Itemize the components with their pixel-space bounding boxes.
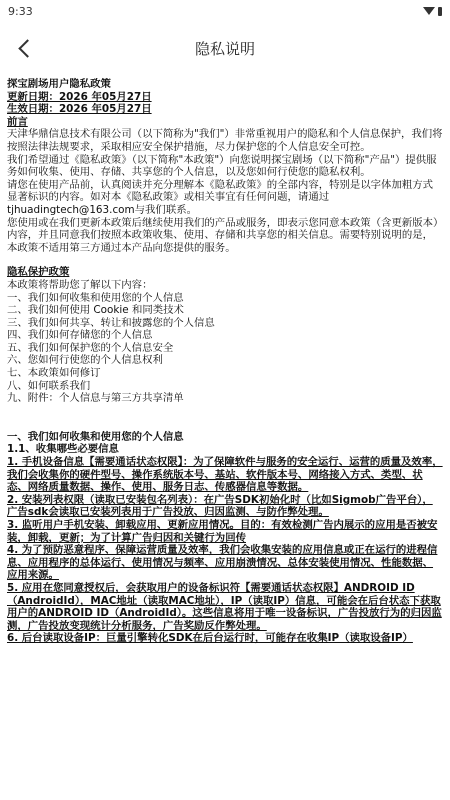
- preface-paragraph: 您使用或在我们更新本政策后继续使用我们的产品或服务，即表示您同意本政策（含更新版本）内容，并且同意我们按照本政策收集、使用、存储和共享您的相关信息。需要特别说明的是，本政策不适用第三方通过本产品向您提供的服务。: [7, 216, 439, 254]
- subsection-heading: 1.1、收集哪些必要信息: [7, 443, 119, 456]
- toc-item: 四、我们如何存储您的个人信息: [7, 329, 153, 342]
- privacy-document[interactable]: [0, 74, 450, 645]
- status-time: 9:33: [8, 4, 33, 18]
- status-icons: [423, 7, 442, 16]
- section-heading: 一、我们如何收集和使用您的个人信息: [7, 430, 184, 443]
- toc-item: 二、我们如何使用 Cookie 和同类技术: [7, 304, 184, 317]
- toc-item: 八、如何联系我们: [7, 379, 91, 392]
- collection-item: 2. 安装列表权限（读取已安装包名列表）：在广告SDK初始化时（比如Sigmob广告平台），广告sdk会读取已安装列表用于广告投放、归因监测、与防作弊处理。: [7, 493, 433, 519]
- nav-bar: [0, 22, 450, 74]
- collection-item: 5. 应用在您同意授权后，会获取用户的设备标识符【需要通话状态权限】ANDROID ID（AndroidId），MAC地址（读取MAC地址），IP（读取IP）信息，可能会在后台状态下获取用户的ANDROID ID（AndroidId）。这些信息将用于唯一设备标识，广告投放行为的归因监测，广告投放变现统计分析服务，广告奖励反作弊处理。: [7, 581, 442, 632]
- page-title: 隐私说明: [194, 39, 255, 58]
- preface-paragraph: 请您在使用产品前，认真阅读并充分理解本《隐私政策》的全部内容，特别是以字体加粗方式显著标识的内容。如对本《隐私政策》或相关事宜有任何问题，请通过tjhuadingtech@163.com与我们联系。: [7, 178, 434, 216]
- chevron-left-icon: [18, 39, 36, 57]
- preface-paragraph: 天津华鼎信息技术有限公司（以下简称为"我们"）非常重视用户的隐私和个人信息保护，我们将按照法律法规要求，采取相应安全保护措施，尽力保护您的个人信息安全可控。: [7, 128, 443, 153]
- back-button[interactable]: [8, 32, 40, 64]
- toc-item: 七、本政策如何修订: [7, 367, 101, 380]
- doc-effective-date: 生效日期：2026 年05月27日: [7, 103, 152, 116]
- toc-intro: 本政策将帮助您了解以下内容：: [7, 278, 153, 291]
- toc-item: 九、附件：个人信息与第三方共享清单: [7, 392, 184, 405]
- battery-icon: [438, 7, 442, 16]
- collection-item: 3. 监听用户手机安装、卸载应用、更新应用情况。目的：有效检测广告内展示的应用是否被安装，卸载，更新；为了计算广告归因和关键行为回传: [7, 519, 438, 544]
- toc-item: 五、我们如何保护您的个人信息安全: [7, 341, 174, 354]
- toc-item: 六、您如何行使您的个人信息权利: [7, 354, 163, 367]
- doc-title: 探宝剧场用户隐私政策: [7, 78, 111, 90]
- preface-paragraph: 我们希望通过《隐私政策》（以下简称"本政策"）向您说明探宝剧场（以下简称"产品"）提供服务如何收集、使用、存储、共享您的个人信息，以及您如何行使您的隐私权利。: [7, 153, 437, 179]
- doc-updated-date: 更新日期：2026 年05月27日: [7, 90, 152, 103]
- toc-item: 三、我们如何共享、转让和披露您的个人信息: [7, 316, 215, 329]
- preface-heading: 前言: [7, 115, 28, 128]
- collection-item: 6. 后台读取设备IP：巨量引擎转化SDK在后台运行时，可能存在收集IP（读取设备IP）: [7, 632, 413, 645]
- status-bar: [0, 0, 450, 22]
- collection-item: 1. 手机设备信息【需要通话状态权限】：为了保障软件与服务的安全运行、运营的质量及效率，我们会收集你的硬件型号、操作系统版本号、基站、软件版本号、网络接入方式、类型、状态、网络质量数据、操作、使用、服务日志、传感器信息等数据。: [7, 456, 443, 494]
- toc-heading: 隐私保护政策: [7, 266, 70, 279]
- toc-item: 一、我们如何收集和使用您的个人信息: [7, 291, 184, 304]
- wifi-icon: [423, 7, 435, 15]
- collection-item: 4. 为了预防恶意程序、保障运营质量及效率，我们会收集安装的应用信息或正在运行的进程信息、应用程序的总体运行、使用情况与频率、应用崩溃情况、总体安装使用情况、性能数据、应用来源。: [7, 544, 438, 582]
